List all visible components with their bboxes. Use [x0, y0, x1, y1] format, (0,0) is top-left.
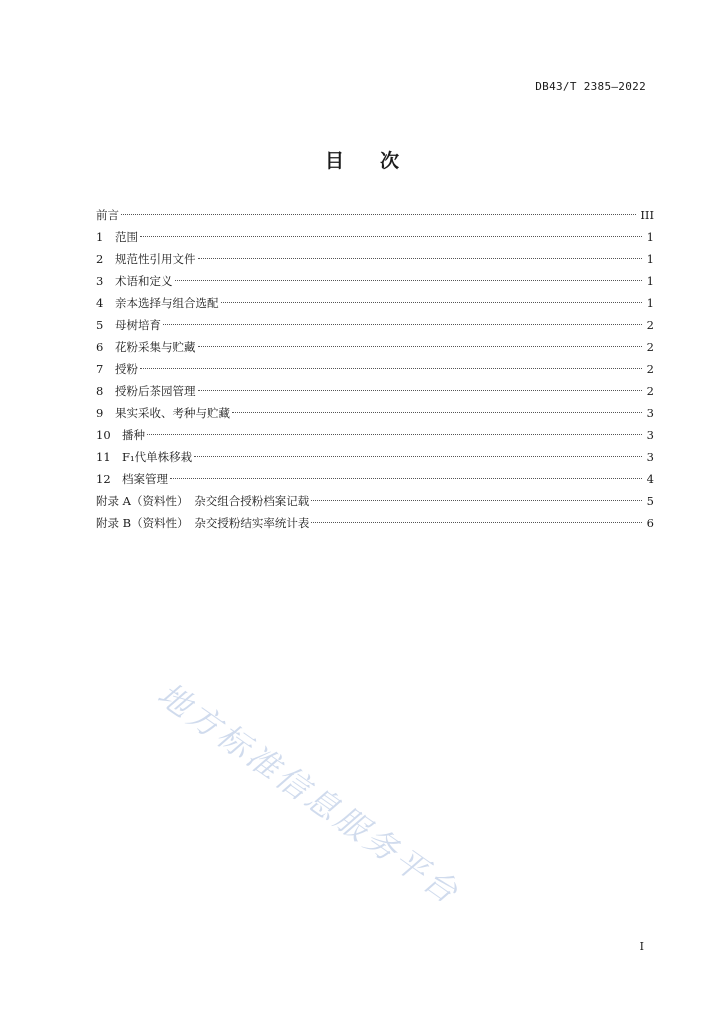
toc-entry[interactable] [96, 512, 654, 534]
toc-entry-page: 1 [646, 230, 654, 244]
toc-entry[interactable] [96, 446, 654, 468]
toc-entry-label: 播种 [122, 428, 145, 442]
toc-entry-label: 档案管理 [122, 472, 168, 486]
toc-dot-leader [198, 258, 643, 259]
toc-dot-leader [175, 280, 643, 281]
toc-entry[interactable] [96, 270, 654, 292]
toc-entry-number: 10 [96, 428, 111, 442]
toc-entry-page: 3 [646, 406, 654, 420]
toc-entry-label: 授粉 [115, 362, 138, 376]
watermark: 地方标准信息服务平台 [150, 674, 468, 913]
toc-entry[interactable] [96, 424, 654, 446]
toc-entry-page: 1 [646, 296, 654, 310]
toc-entry-page: 2 [646, 340, 654, 354]
toc-entry-label: 亲本选择与组合选配 [115, 296, 219, 310]
title-part-2: 次 [380, 150, 400, 172]
toc-dot-leader [194, 456, 642, 457]
toc-entry-label: 附录 B（资料性） 杂交授粉结实率统计表 [96, 516, 310, 530]
toc-dot-leader [140, 236, 642, 237]
toc-dot-leader [232, 412, 642, 413]
toc-entry[interactable] [96, 358, 654, 380]
toc-entry[interactable] [96, 468, 654, 490]
document-code: DB43/T 2385—2022 [535, 80, 646, 93]
toc-dot-leader [311, 522, 642, 523]
toc-dot-leader [170, 478, 642, 479]
toc-entry-label: 附录 A（资料性） 杂交组合授粉档案记载 [96, 494, 310, 508]
toc-entry-number: 9 [96, 406, 104, 420]
toc-entry-label: F₁代单株移栽 [122, 450, 193, 464]
toc-entry[interactable] [96, 292, 654, 314]
page-title [0, 146, 724, 173]
toc-entry-label: 范围 [115, 230, 138, 244]
title-part-1: 目 [324, 150, 344, 172]
toc-entry[interactable] [96, 314, 654, 336]
toc-entry-number: 8 [96, 384, 104, 398]
toc-entry-label: 母树培育 [115, 318, 161, 332]
toc-entry-page: 2 [646, 362, 654, 376]
toc-entry-label: 果实采收、考种与贮藏 [115, 406, 230, 420]
toc-dot-leader [221, 302, 643, 303]
toc-entry[interactable] [96, 490, 654, 512]
toc-dot-leader [121, 214, 636, 215]
toc-entry-number: 1 [96, 230, 104, 244]
toc-entry-page: 5 [646, 494, 654, 508]
toc-entry[interactable] [96, 248, 654, 270]
toc-entry[interactable] [96, 226, 654, 248]
toc-entry-page: 6 [646, 516, 654, 530]
toc-entry-label: 术语和定义 [115, 274, 173, 288]
page-number: I [639, 940, 644, 953]
toc-entry-page: 2 [646, 384, 654, 398]
toc-entry-number: 5 [96, 318, 104, 332]
toc-entry-page: 4 [646, 472, 654, 486]
toc-entry-number: 6 [96, 340, 104, 354]
toc-entry-page: 3 [646, 450, 654, 464]
toc-entry[interactable] [96, 402, 654, 424]
toc-dot-leader [198, 390, 643, 391]
toc-entry-number: 12 [96, 472, 111, 486]
toc-entry-label: 授粉后茶园管理 [115, 384, 196, 398]
toc-entry-page: 2 [646, 318, 654, 332]
toc-entry-label: 花粉采集与贮藏 [115, 340, 196, 354]
toc-dot-leader [311, 500, 642, 501]
toc-dot-leader [147, 434, 642, 435]
toc-entry-label: 前言 [96, 208, 119, 222]
toc-dot-leader [140, 368, 642, 369]
toc-entry-number: 7 [96, 362, 104, 376]
toc-entry-page: 3 [646, 428, 654, 442]
toc-entry[interactable] [96, 204, 654, 226]
toc-entry-number: 11 [96, 450, 111, 464]
toc-entry[interactable] [96, 380, 654, 402]
toc-entry-page: 1 [646, 274, 654, 288]
toc-entry-page: III [640, 208, 654, 222]
toc-entry[interactable] [96, 336, 654, 358]
toc-dot-leader [163, 324, 642, 325]
toc-entry-page: 1 [646, 252, 654, 266]
table-of-contents [96, 204, 654, 534]
toc-entry-number: 3 [96, 274, 104, 288]
toc-dot-leader [198, 346, 643, 347]
toc-entry-number: 4 [96, 296, 104, 310]
toc-entry-number: 2 [96, 252, 104, 266]
toc-entry-label: 规范性引用文件 [115, 252, 196, 266]
